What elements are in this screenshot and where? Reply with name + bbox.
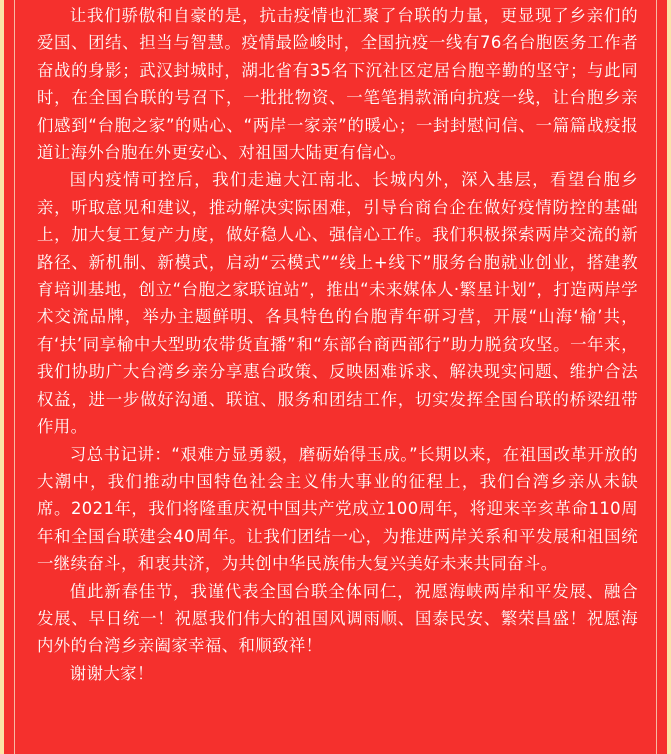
paragraph-1: 让我们骄傲和自豪的是，抗击疫情也汇聚了台联的力量，更显现了乡亲们的爱国、团结、担当与智慧。疫情最险峻时，全国抗疫一线有76名台胞医务工作者奋战的身影；武汉封城时，湖北省有35名下沉社区定居台胞辛勤的坚守；与此同时，在全国台联的号召下，一批批物资、一笔笔捐款涌向抗疫一线，让台胞乡亲们感到“台胞之家”的贴心、“两岸一家亲”的暖心；一封封慰问信、一篇篇战疫报道让海外台胞在外更安心、对祖国大陆更有信心。 [37, 6, 638, 163]
article-body [37, 2, 638, 687]
paragraph-3: 习总书记讲：“艰难方显勇毅，磨砺始得玉成。”长期以来，在祖国改革开放的大潮中，我们推动中国特色社会主义伟大事业的征程上，我们台湾乡亲从未缺席。2021年，我们将隆重庆祝中国共产党成立100周年，将迎来辛亥革命110周年和全国台联建会40周年。让我们团结一心，为推进两岸关系和平发展和祖国统一继续奋斗，和衷共济，为共创中华民族伟大复兴美好未来共同奋斗。 [37, 444, 638, 574]
text-frame [14, 0, 657, 754]
paragraph-5: 谢谢大家！ [69, 663, 154, 683]
paragraph-4: 值此新春佳节，我谨代表全国台联全体同仁，祝愿海峡两岸和平发展、融合发展、早日统一！祝愿我们伟大的祖国风调雨顺、国泰民安、繁荣昌盛！祝愿海内外的台湾乡亲阖家幸福、和顺致祥！ [37, 581, 638, 656]
paragraph-2: 国内疫情可控后，我们走遍大江南北、长城内外，深入基层，看望台胞乡亲，听取意见和建议，推动解决实际困难，引导台商台企在做好疫情防控的基础上，加大复工复产力度，做好稳人心、强信心工作。我们积极探索两岸交流的新路径、新机制、新模式，启动“云模式”“线上+线下”服务台胞就业创业，搭建教育培训基地，创立“台胞之家联谊站”，推出“未来媒体人·繁星计划”，打造两岸学术交流品牌，举办主题鲜明、各具特色的台胞青年研习营，开展“山海‘榆’共，有‘扶’同享榆中大型助农带货直播”和“东部台商西部行”助力脱贫攻坚。一年来，我们协助广大台湾乡亲分享惠台政策、反映困难诉求、解决现实问题、维护合法权益，进一步做好沟通、联谊、服务和团结工作，切实发挥全国台联的桥梁纽带作用。 [37, 170, 638, 437]
